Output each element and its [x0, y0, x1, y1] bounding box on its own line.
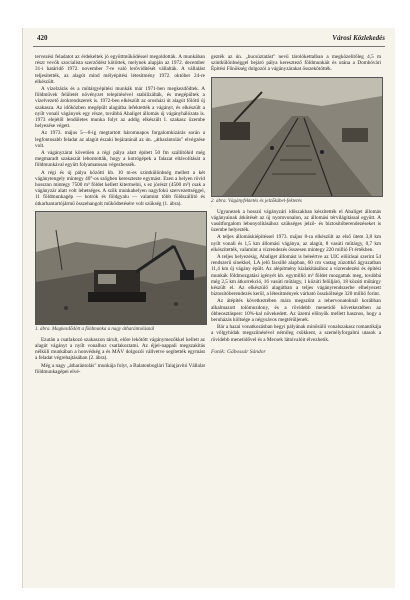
track-laying-illustration	[212, 78, 382, 196]
photo-caption: 1. ábra. Magkezdődött a földmunka a nagy átharántolásnál	[35, 326, 155, 332]
left-column	[35, 54, 205, 376]
left-paragraph: A vágányzárat követően a régi pálya alatt épített 50 fm szállítóhíd még megmaradt szakaszát lebontották, hogy a kotrógépek a falazat eltávolítását a földmunkával együtt folyamatosan végezhessék.	[35, 150, 205, 169]
left-paragraph: Az 1973. május 5—8-ig megtartott háromnapos forgalomkizárás során a legfontosabb feladat az alagút északi bejáratánál az ún. „átharántolás" elvégzése volt.	[35, 130, 205, 149]
page-header	[29, 34, 389, 46]
journal-title: Városi Közlekedés	[332, 34, 385, 42]
right-paragraph: Ugyanezek a hosszú vágányzári időszakban készítették el Abaliget állomás vágányainak átkötését az új nyomvonalon, az állomási térvilágítással együtt. A vasútforgalom lebonyolításához szükséges jelző- és biztosítóberendezéseket is üzembe helyezték.	[211, 208, 381, 234]
left-paragraph: tervezési feladatot az érdekeltek jó együttműködéssel megoldották. A munkában részt vevők szocialista szerződést kötöttek, melynek alapján az 1972. december 31-i határidő 1972. november 7-re való leröviditését vállalták. A vállalást teljesítették, az alagút mind mélyépítési létesítmény 1972. október 24-re elkészült.	[35, 54, 205, 85]
left-paragraph: Még a nagy „átharántolás" munkája folyt, a Balatonboglári Talajjavító Vállalat földmunkagépei elvé-	[35, 362, 205, 375]
right-paragraph: Az átépítés következtében mára megszűnt a tehervonatoknál korábban alkalmazott tolómozdony, és a rövidebb menetidő következtében az óbbeosztásperc 10%-kal növekedett. Az üzemi előnyök mellett hasznos, hogy a beruházás költsége a négysávos megtérüljenek.	[211, 298, 381, 324]
photo-caption: 2. ábra. Vágányfektetés és jelzőkábel-fektetés	[211, 198, 302, 204]
right-column	[211, 54, 381, 355]
excavator-illustration	[36, 212, 206, 324]
right-paragraph: gezték az ún. „bucsúztatást" nevű tárolókettalban a megközelítőleg 4,5 m szintkülönbséggel bejáró pálya keresztező földmunkáit és utána a Dombóvári Építési Főnökség dolgozói a vágányzárakat összekötötték.	[211, 54, 381, 73]
left-paragraph: A régi és új pálya közötti kb. 10 m-es szintkülönbség mellett a két vágánytengely mintegy 40°-os szögben keresztezte egymást. Ezen a helyen rövid hossznn mintegy 7500 m³ földet kellett kitermelni, s ez jórészt (4500 m³) csak a vágányzár alatt volt lehetséges. A szűk munkahelyen nagyfokú szervezettséggel, 11 földmunkagép — kotrók és földgyalu — valamint több földszállító és útkarbantartójármű összehangolt működtetésére volt szükség (1. ábra).	[35, 169, 205, 207]
track-laying-photo	[211, 77, 383, 197]
left-paragraph: A vízelzárás és a műtárgyépítési munkák már 1971-ben megkezdődtek. A földművek felületét növényzet telepítésével stabilizálták, és megépültek a vízelvezető árokrendszerek is. 1972-ben elkészült az orosházi út alagút fölötti új szakasza. Az időközben megépült alagútba lefektették a vágányt, és elkészült a nyílt vonali vágányok egy része, továbbá Abaliget állomás új vágányhálózata is. 1973 elejétől lendületes munka folyt az addig elkészült I. szakasz üzembe helyezése végett.	[35, 86, 205, 130]
photo-credit: Fotók: Gábossár Sándor	[211, 348, 266, 355]
right-paragraph: Bár a hazai vonatkozásban hegyi pályának minősülő vonalszakasz romantikája a völgyhídak megszűnésével némileg csökkent, a személyforgalmi utasok a rövidebb menetidővel és a Mecsek látnivalóit élvezhetik.	[211, 324, 381, 343]
header-rule	[33, 46, 385, 47]
page-number: 420	[37, 34, 48, 42]
journal-page	[22, 28, 395, 588]
right-paragraph: A teljes állomáskiépítéssel 1973. május 8-ra elkészült az első ütem 3,8 km nyílt vonali és 1,5 km állomási vágánya, az alagút, 8 vasúti műtárgy, 0,7 km elkészítették, valamint a vízrendezés összesen mintegy 220 millió Ft értékben.	[211, 234, 381, 253]
left-paragraph: Ezután a csatlakozó szakaszon tárult, előre lekötött vágánymezőkkel kellett az alagút vágányt a nyílt vonalhoz csatlakoztatni. Az éjjel-nappali megszakítás nélküli munkában a honvédség a és MÁV dolgozói vállvetve segítették egymást a feladat végrehajtásában (2. ábra).	[35, 336, 205, 362]
right-paragraph: A teljes helyezésig, Abaliget állomást is beleértve az UIC előírásai szerint 54 rendszerű sínekkel, LA jelű facsillé alapban, 60 cm vastag zúzottkő ágyazatban 11,4 km új vágány épült. Az alépítmény kialakításához a vízrendezési és építési munkák földmozgatási igényét kb. egymillió m³ földet mozgattak meg, továbbá még 2,5 km átkorrekció, 16 vasúti műtárgy, 1 közúti felüljáró, 18 közúti műtárgy készült el. Az elkészülő alagútban a teljes vágányrendszerbe elhelyezett biztosítóberendezés kerül, a létesítmények várható összköltsége 320 millió forint.	[211, 254, 381, 298]
excavator-photo	[35, 211, 207, 325]
